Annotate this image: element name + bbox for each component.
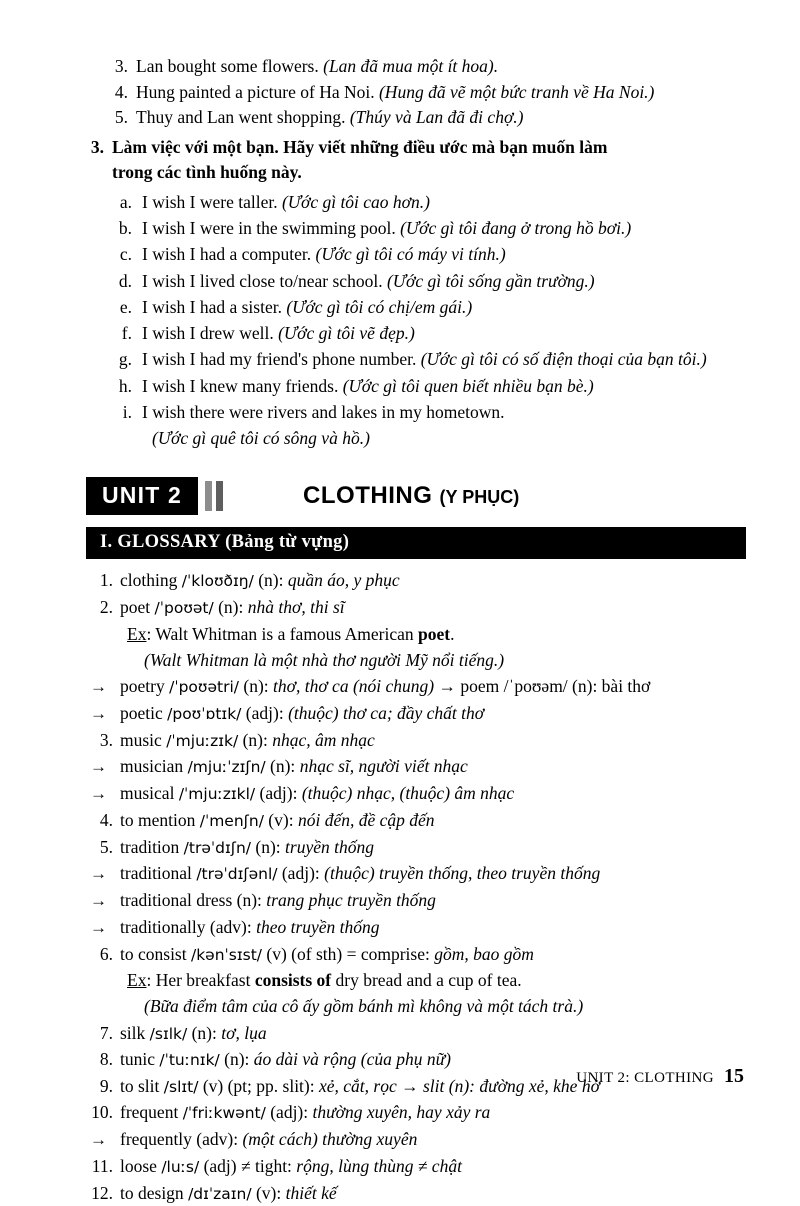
unit-bars-decoration <box>205 481 227 511</box>
item-letter: e. <box>114 294 142 320</box>
entry-definition: áo dài và rộng (của phụ nữ) <box>254 1049 451 1069</box>
glossary-entry <box>86 1020 746 1047</box>
glossary-entry <box>86 834 746 861</box>
entry-text <box>120 700 746 727</box>
entry-definition: trang phục truyền thống <box>266 890 436 910</box>
entry-marker: 4. <box>86 807 120 834</box>
entry-definition: tơ, lụa <box>221 1023 266 1043</box>
list-item <box>114 294 746 320</box>
entry-definition: nhạc, âm nhạc <box>272 730 375 750</box>
list-item <box>114 215 746 241</box>
item-letter: a. <box>114 189 142 215</box>
entry-phonetic: /luːs/ <box>161 1158 199 1176</box>
entry-word: to design <box>120 1183 184 1203</box>
item-text <box>142 268 746 294</box>
entry-marker: 5. <box>86 834 120 861</box>
entry-pos: (n): <box>243 730 268 750</box>
example-text-part1: : Her breakfast <box>146 970 254 990</box>
entry-marker: 12. <box>86 1180 120 1206</box>
item-text <box>136 54 746 80</box>
entry-pos: (adv): <box>196 1129 238 1149</box>
entry-phonetic: /slɪt/ <box>164 1078 199 1096</box>
item-text <box>136 105 746 131</box>
entry-definition: (thuộc) truyền thống, theo truyền thống <box>324 863 600 883</box>
instruction-text <box>112 135 746 185</box>
entry-word: frequent <box>120 1102 178 1122</box>
entry-phonetic: /ˈmjuːzɪkl/ <box>179 785 255 803</box>
entry-definition: thơ, thơ ca (nói chung) <box>273 676 434 696</box>
example-label: Ex <box>127 970 146 990</box>
unit-banner <box>86 475 746 517</box>
entry-pos: (n): <box>270 756 295 776</box>
entry-phonetic: /ˈmjuːzɪk/ <box>166 732 238 750</box>
wish-last-translation: (Ước gì quê tôi có sông và hồ.) <box>152 425 746 451</box>
entry-phonetic: /mjuːˈzɪʃn/ <box>188 758 266 776</box>
entry-definition: rộng, lùng thùng ≠ chật <box>296 1156 462 1176</box>
glossary-entry <box>86 673 746 700</box>
list-item <box>114 241 746 267</box>
item-text: I wish there were rivers and lakes in my hometown. <box>142 399 746 425</box>
item-letter: c. <box>114 241 142 267</box>
instruction-line-1: Làm việc với một bạn. Hãy viết những điều ước mà bạn muốn làm <box>112 137 607 157</box>
entry-pos: (n): <box>255 837 280 857</box>
entry-marker: 11. <box>86 1153 120 1180</box>
arrow-icon: → <box>86 915 120 941</box>
entry-pos: (v) (pt; pp. slit): <box>203 1076 315 1096</box>
example-translation: (Bữa điểm tâm của cô ấy gồm bánh mì không và một tách trà.) <box>144 993 746 1019</box>
item-text-en: I wish I had my friend's phone number. <box>142 349 416 369</box>
item-text-en: Lan bought some flowers. <box>136 56 319 76</box>
entry-extra: → poem /ˈpoʊəm/ (n): bài thơ <box>434 676 650 696</box>
entry-word: poetic <box>120 703 163 723</box>
entry-text <box>120 887 746 914</box>
item-text-vi: (Hung đã vẽ một bức tranh về Ha Noi.) <box>379 82 654 102</box>
glossary-entry <box>86 1180 746 1206</box>
entry-pos: (adj) ≠ tight: <box>204 1156 292 1176</box>
item-text <box>136 80 746 106</box>
entry-word: tunic <box>120 1049 155 1069</box>
item-letter: f. <box>114 320 142 346</box>
entry-pos: (adj): <box>246 703 284 723</box>
item-text <box>142 241 746 267</box>
entry-word: tradition <box>120 837 179 857</box>
item-text <box>142 320 746 346</box>
entry-marker: 7. <box>86 1020 120 1047</box>
item-text-en: I wish I had a sister. <box>142 297 282 317</box>
entry-definition: nói đến, đề cập đến <box>298 810 435 830</box>
item-number: 3. <box>106 54 136 80</box>
entry-pos: (v): <box>256 1183 281 1203</box>
entry-pos: (n): <box>237 890 262 910</box>
unit-label: UNIT 2 <box>86 477 198 515</box>
list-item <box>114 320 746 346</box>
unit-title-en: CLOTHING <box>303 482 432 509</box>
item-text-vi: (Ước gì tôi có chị/em gái.) <box>286 297 472 317</box>
entry-word: poetry <box>120 676 165 696</box>
entry-marker: 3. <box>86 727 120 754</box>
entry-word: to mention <box>120 810 195 830</box>
item-text-vi: (Ước gì tôi có số điện thoại của bạn tôi.) <box>421 349 707 369</box>
entry-phonetic: /ˈmenʃn/ <box>200 812 264 830</box>
entry-word: poet <box>120 597 150 617</box>
list-item <box>106 105 746 131</box>
entry-text <box>120 860 746 887</box>
item-letter: b. <box>114 215 142 241</box>
item-text <box>142 215 746 241</box>
entry-word: clothing <box>120 570 177 590</box>
item-text-en: I wish I knew many friends. <box>142 376 338 396</box>
entry-definition: nhà thơ, thi sĩ <box>248 597 345 617</box>
instruction-line-2: trong các tình huống này. <box>112 162 302 182</box>
entry-definition: (thuộc) nhạc, (thuộc) âm nhạc <box>302 783 514 803</box>
item-text <box>142 346 746 372</box>
item-letter: i. <box>114 399 142 425</box>
entry-pos: (adj): <box>282 863 320 883</box>
glossary-entry <box>86 887 746 914</box>
entry-text <box>120 727 746 754</box>
entry-marker: 9. <box>86 1073 120 1100</box>
entry-phonetic: /ˈtuːnɪk/ <box>159 1051 219 1069</box>
entry-text <box>120 941 746 968</box>
entry-text <box>120 594 746 621</box>
instruction-number: 3. <box>86 135 112 160</box>
arrow-icon: → <box>86 781 120 807</box>
entry-text <box>120 567 746 594</box>
entry-definition: thường xuyên, hay xảy ra <box>313 1102 491 1122</box>
example-text-part2: . <box>450 624 454 644</box>
glossary-entry <box>86 914 746 941</box>
entry-pos: (adj): <box>270 1102 308 1122</box>
entry-text <box>120 1180 746 1206</box>
item-text-vi: (Ước gì tôi quen biết nhiều bạn bè.) <box>343 376 594 396</box>
top-exercise-list <box>86 54 746 131</box>
entry-definition: xẻ, cắt, rọc <box>319 1076 397 1096</box>
item-text-vi: (Ước gì tôi sống gần trường.) <box>387 271 595 291</box>
entry-phonetic: /ˈpoʊət/ <box>155 599 214 617</box>
arrow-icon: → <box>86 1127 120 1153</box>
entry-phonetic: /ˈfriːkwənt/ <box>183 1104 266 1122</box>
entry-definition: truyền thống <box>285 837 374 857</box>
item-letter: g. <box>114 346 142 372</box>
arrow-icon: → <box>86 888 120 914</box>
item-text-vi: (Ước gì tôi có máy vi tính.) <box>316 244 506 264</box>
arrow-icon: → <box>86 754 120 780</box>
entry-text <box>120 753 746 780</box>
list-item <box>114 399 746 425</box>
item-number: 4. <box>106 80 136 106</box>
entry-word: traditional <box>120 863 192 883</box>
entry-marker: 10. <box>86 1099 120 1126</box>
entry-text <box>120 807 746 834</box>
glossary-entry <box>86 1126 746 1153</box>
glossary-entry <box>86 941 746 968</box>
example-label: Ex <box>127 624 146 644</box>
glossary-entry <box>86 780 746 807</box>
entry-pos: (n): <box>258 570 283 590</box>
entry-phonetic: /poʊˈɒtɪk/ <box>167 705 241 723</box>
entry-definition: theo truyền thống <box>256 917 379 937</box>
entry-pos: (v): <box>268 810 293 830</box>
entry-word: musician <box>120 756 183 776</box>
item-text <box>142 373 746 399</box>
entry-phonetic: /dɪˈzaɪn/ <box>188 1185 252 1203</box>
entry-definition: (một cách) thường xuyên <box>242 1129 417 1149</box>
entry-definition: thiết kế <box>286 1183 337 1203</box>
arrow-icon: → <box>86 674 120 700</box>
entry-text <box>120 834 746 861</box>
item-text-vi: (Thúy và Lan đã đi chợ.) <box>350 107 524 127</box>
entry-marker: 6. <box>86 941 120 968</box>
entry-text <box>120 1153 746 1180</box>
entry-word: silk <box>120 1023 145 1043</box>
entry-pos: (n): <box>224 1049 249 1069</box>
item-text-en: Thuy and Lan went shopping. <box>136 107 345 127</box>
entry-text <box>120 914 746 941</box>
entry-marker: 1. <box>86 567 120 594</box>
entry-phonetic: /ˈkloʊðɪŋ/ <box>182 572 254 590</box>
item-text-en: I wish I were taller. <box>142 192 278 212</box>
item-text-en: I wish I lived close to/near school. <box>142 271 383 291</box>
example-text-part1: : Walt Whitman is a famous American <box>146 624 418 644</box>
entry-pos: (adj): <box>260 783 298 803</box>
item-letter: d. <box>114 268 142 294</box>
item-text-en: I wish I had a computer. <box>142 244 311 264</box>
item-text-vi: (Ước gì tôi vẽ đẹp.) <box>278 323 415 343</box>
example-text-bold: poet <box>418 624 450 644</box>
entry-text <box>120 1020 746 1047</box>
entry-marker: 8. <box>86 1046 120 1073</box>
glossary-entry <box>86 567 746 594</box>
entry-text <box>120 780 746 807</box>
item-text-vi: (Ước gì tôi cao hơn.) <box>282 192 430 212</box>
item-text-en: Hung painted a picture of Ha Noi. <box>136 82 375 102</box>
list-item <box>106 54 746 80</box>
glossary-entry <box>86 860 746 887</box>
item-number: 5. <box>106 105 136 131</box>
list-item <box>114 346 746 372</box>
entry-word: to slit <box>120 1076 159 1096</box>
entry-phonetic: /ˈpoʊətri/ <box>169 678 239 696</box>
example-translation: (Walt Whitman là một nhà thơ người Mỹ nổi tiếng.) <box>144 647 746 673</box>
entry-definition: (thuộc) thơ ca; đầy chất thơ <box>288 703 484 723</box>
entry-word: to consist <box>120 944 187 964</box>
entry-pos: (n): <box>218 597 243 617</box>
unit-title <box>303 482 519 510</box>
entry-pos: (n): <box>243 676 268 696</box>
example-sentence <box>127 621 746 647</box>
arrow-icon: → <box>86 701 120 727</box>
glossary-entry <box>86 1153 746 1180</box>
entry-word: loose <box>120 1156 157 1176</box>
example-text-bold: consists of <box>255 970 331 990</box>
entry-phonetic: /trəˈdɪʃənl/ <box>196 865 277 883</box>
entry-word: music <box>120 730 162 750</box>
item-text <box>142 189 746 215</box>
glossary-section-header: I. GLOSSARY (Bảng từ vựng) <box>86 527 746 559</box>
page-footer <box>576 1065 744 1088</box>
entry-definition: quần áo, y phục <box>288 570 400 590</box>
glossary-entry <box>86 807 746 834</box>
entry-word: frequently <box>120 1129 192 1149</box>
item-text-en: I wish I drew well. <box>142 323 274 343</box>
entry-definition: nhạc sĩ, người viết nhạc <box>300 756 468 776</box>
entry-extra: → slit (n): đường xẻ, khe hở <box>397 1076 600 1096</box>
wish-list <box>86 189 746 452</box>
entry-word: traditionally <box>120 917 206 937</box>
glossary-entry <box>86 727 746 754</box>
entry-word: musical <box>120 783 174 803</box>
entry-pos: (v) (of sth) = comprise: <box>266 944 429 964</box>
item-text-vi: (Ước gì tôi đang ở trong hồ bơi.) <box>400 218 631 238</box>
glossary-entry <box>86 753 746 780</box>
entry-phonetic: /kənˈsɪst/ <box>191 946 262 964</box>
exercise-instruction <box>86 135 746 185</box>
entry-text <box>120 1126 746 1153</box>
list-item <box>114 268 746 294</box>
list-item <box>114 189 746 215</box>
page-content <box>86 54 746 1206</box>
entry-word: traditional dress <box>120 890 232 910</box>
glossary-entry <box>86 700 746 727</box>
example-sentence <box>127 967 746 993</box>
entry-pos: (adv): <box>210 917 252 937</box>
entry-text <box>120 1099 746 1126</box>
entry-phonetic: /sɪlk/ <box>150 1025 188 1043</box>
entry-phonetic: /trəˈdɪʃn/ <box>184 839 251 857</box>
item-text-vi: (Lan đã mua một ít hoa). <box>323 56 498 76</box>
footer-text: UNIT 2: CLOTHING <box>576 1070 714 1087</box>
example-text-part2: dry bread and a cup of tea. <box>331 970 521 990</box>
item-text-en: I wish I were in the swimming pool. <box>142 218 396 238</box>
list-item <box>114 373 746 399</box>
glossary-entry <box>86 1099 746 1126</box>
arrow-icon: → <box>86 861 120 887</box>
entry-marker: 2. <box>86 594 120 621</box>
list-item <box>106 80 746 106</box>
unit-title-vi: (Y PHỤC) <box>440 487 520 507</box>
entry-text <box>120 673 746 700</box>
glossary-entry <box>86 594 746 621</box>
page-number: 15 <box>724 1065 744 1088</box>
entry-pos: (n): <box>192 1023 217 1043</box>
item-text <box>142 294 746 320</box>
glossary-list <box>86 567 746 1206</box>
item-letter: h. <box>114 373 142 399</box>
entry-definition: gồm, bao gồm <box>434 944 534 964</box>
